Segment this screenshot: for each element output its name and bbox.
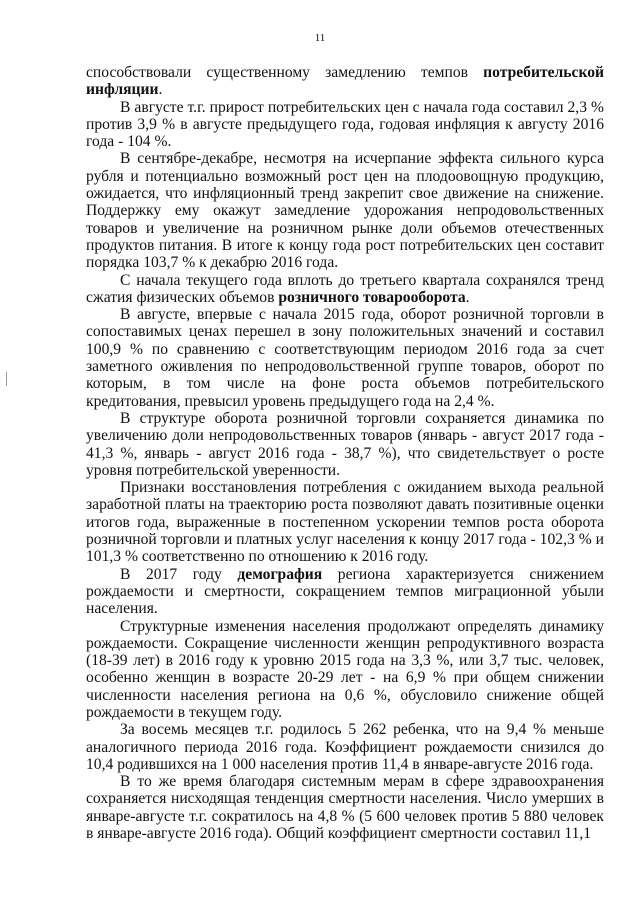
- paragraph-9: [86, 721, 604, 773]
- paragraph-7-text-1: В 2017 году: [120, 565, 238, 583]
- paragraph-9-text: За восемь месяцев т.г. родилось 5 262 ребенка, что на 9,4 % меньше аналогичного периода 2016 года. Коэффициент рождаемости снизился до 10,4 родившихся на 1 000 населения против 11,4 в январе-августе 2016 года.: [86, 721, 604, 773]
- paragraph-7-text-2: региона характеризуется снижением рождаемости и смертности, сокращением темпов миграционной убыли населения.: [86, 565, 604, 618]
- paragraph-7: [86, 566, 604, 618]
- paragraph-2: [86, 150, 604, 271]
- paragraph-0: [86, 64, 604, 99]
- paragraph-3-text-1: С начала текущего года вплоть до третьего квартала сохранялся тренд сжатия физических объемов: [86, 271, 604, 306]
- paragraph-0-text-2: .: [158, 81, 163, 99]
- paragraph-1: [86, 99, 604, 151]
- paragraph-10: [86, 773, 604, 842]
- paragraph-10-text: В то же время благодаря системным мерам в сфере здравоохранения сохраняется нисходящая тенденция смертности населения. Число умерших в январе-августе т.г. сократилось на 4,8 % (5 600 человек против 5 880 человек в январе-августе 2016 года). Общий коэффициент смертности составил 11,1: [86, 773, 604, 843]
- paragraph-8: [86, 618, 604, 722]
- paragraph-3: [86, 272, 604, 307]
- paragraph-2-text: В сентябре-декабре, несмотря на исчерпание эффекта сильного курса рубля и потенциально возможный рост цен на плодоовощную продукцию, ожидается, что инфляционный тренд закрепит свое движение на снижение. Поддержку ему окажут замедление удорожания непродовольственных товаров и увеличение на розничном рынке доли объемов отечественных продуктов питания. В итоге к концу года рост потребительских цен составит порядка 103,7 % к декабрю 2016 года.: [86, 150, 604, 272]
- paragraph-3-text-2: .: [465, 288, 470, 306]
- paragraph-4: [86, 306, 604, 410]
- paragraph-5-text: В структуре оборота розничной торговли сохраняется динамика по увеличению доли непродовольственных товаров (январь - август 2017 года - 41,3 %, январь - август 2016 года - 38,7 %), что свидетельствует о росте уровня потребительской уверенности.: [86, 409, 604, 479]
- document-body: [86, 64, 604, 842]
- paragraph-5: [86, 410, 604, 479]
- term-retail-turnover: розничного товарооборота: [278, 288, 466, 306]
- paragraph-6-text: Признаки восстановления потребления с ожиданием выхода реальной заработной платы на траекторию роста позволяют давать позитивные оценки итогов года, выраженные в постепенном ускорении темпов роста оборота розничной торговли и платных услуг населения к концу 2017 года - 102,3 % и 101,3 % соответственно по отношению к 2016 году.: [86, 479, 604, 566]
- paragraph-0-text-1: способствовали существенному замедлению темпов: [86, 64, 484, 81]
- paragraph-4-text: В августе, впервые с начала 2015 года, оборот розничной торговли в сопоставимых ценах перешел в зону положительных значений и составил 100,9 % по сравнению с соответствующим периодом 2016 года за счет заметного оживления по непродовольственной группе товаров, оборот по которым, в том числе на фоне роста объемов потребительского кредитования, превысил уровень предыдущего года на 2,4 %.: [86, 306, 604, 410]
- paragraph-8-text: Структурные изменения населения продолжают определять динамику рождаемости. Сокращение численности женщин репродуктивного возраста (18-39 лет) в 2016 году к уровню 2015 года на 3,3 %, или 3,7 тыс. человек, особенно женщин в возрасте 20-29 лет - на 6,9 % при общем снижении численности населения региона на 0,6 %, обусловило снижение общей рождаемости в текущем году.: [86, 617, 604, 721]
- mark-left: [6, 372, 7, 386]
- paragraph-6: [86, 479, 604, 565]
- term-consumer-inflation: потребительской инфляции: [86, 64, 604, 99]
- term-demography: демография: [237, 565, 323, 583]
- paragraph-1-text: В августе т.г. прирост потребительских цен с начала года составил 2,3 % против 3,9 % в августе предыдущего года, годовая инфляция к августу 2016 года - 104 %.: [86, 98, 604, 151]
- page-number: 11: [314, 32, 326, 44]
